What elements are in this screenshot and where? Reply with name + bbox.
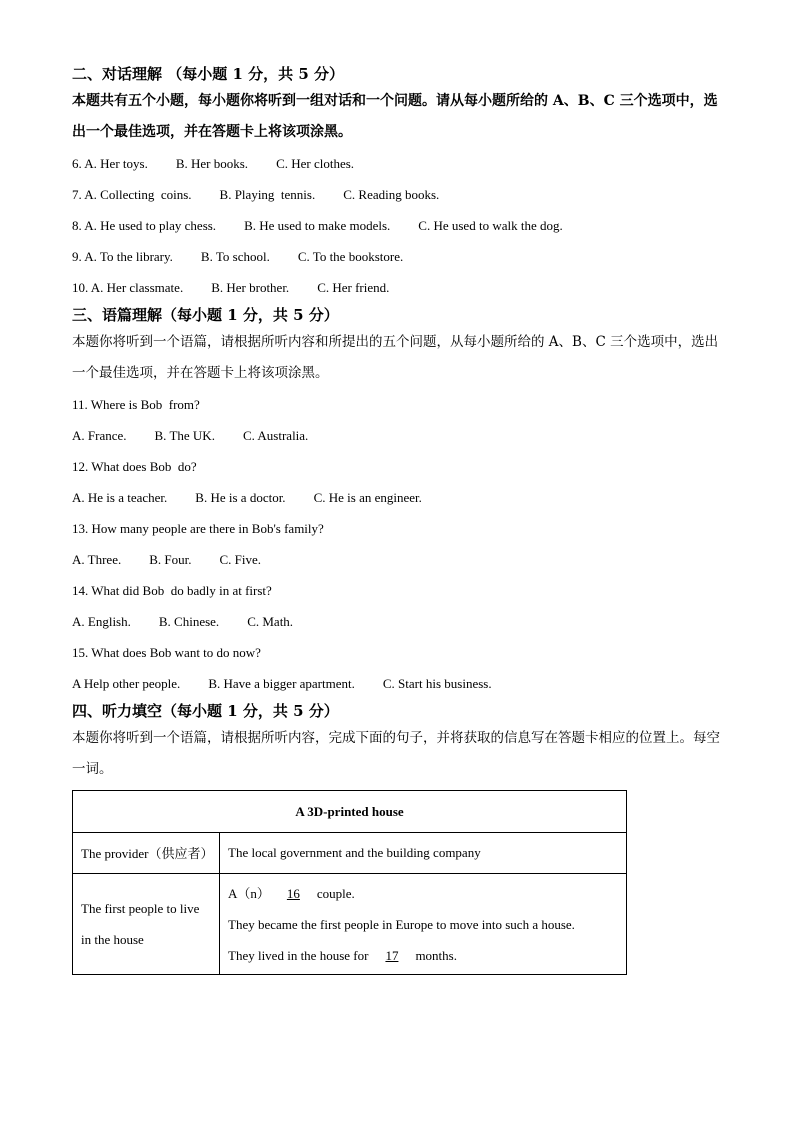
section4-heading: 四、听力填空（每小题 1 分，共 5 分） <box>72 702 339 720</box>
line-prefix: They lived in the house for <box>228 947 369 963</box>
table-header-row <box>73 791 627 833</box>
option-a: 7. A. Collecting coins. <box>72 187 192 202</box>
europe-line: They became the first people in Europe to move into such a house. <box>228 916 575 932</box>
option-b: B. Chinese. <box>158 614 220 629</box>
option-b: B. He is a doctor. <box>195 490 286 505</box>
option-c: C. Reading books. <box>343 187 440 202</box>
option-b: B. Playing tennis. <box>219 187 316 202</box>
table-title: A 3D-printed house <box>73 791 627 833</box>
section3-questions <box>72 389 722 699</box>
option-c: C. Five. <box>219 552 262 567</box>
question-15-stem: 15. What does Bob want to do now? <box>72 645 261 660</box>
section3-heading: 三、语篇理解（每小题 1 分，共 5 分） <box>72 306 339 324</box>
option-b: B. He used to make models. <box>244 218 391 233</box>
section2-instruction: 本题共有五个小题，每小题你将听到一组对话和一个问题。请从每小题所给的 A、B、C 三个选项中，选出一个最佳选项，并在答题卡上将该项涂黑。 <box>72 93 718 140</box>
option-b: B. To school. <box>200 249 270 264</box>
option-a: 9. A. To the library. <box>72 249 173 264</box>
option-b: B. Her books. <box>175 156 249 171</box>
question-15-options <box>72 668 722 699</box>
option-a: A. Three. <box>72 552 122 567</box>
option-a: A. France. <box>72 428 127 443</box>
first-people-value <box>220 874 627 975</box>
section2-heading: 二、对话理解 （每小题 1 分，共 5 分） <box>72 65 344 83</box>
option-a: A. He is a teacher. <box>72 490 168 505</box>
option-b: B. Four. <box>149 552 192 567</box>
provider-label: The provider（供应者） <box>73 833 220 874</box>
option-c: C. To the bookstore. <box>297 249 404 264</box>
first-people-label: The first people to live in the house <box>73 874 220 975</box>
option-b: B. Her brother. <box>211 280 290 295</box>
option-c: C. Math. <box>247 614 294 629</box>
option-c: C. Her clothes. <box>276 156 355 171</box>
option-a: A. English. <box>72 614 131 629</box>
provider-value: The local government and the building company <box>220 833 627 874</box>
question-8 <box>72 210 722 241</box>
line-suffix: months. <box>415 947 457 963</box>
option-a: 6. A. Her toys. <box>72 156 148 171</box>
question-12-stem: 12. What does Bob do? <box>72 459 197 474</box>
option-b: B. The UK. <box>154 428 215 443</box>
option-c: C. He is an engineer. <box>313 490 422 505</box>
section2-questions <box>72 148 722 303</box>
question-13-stem: 13. How many people are there in Bob's family? <box>72 521 324 536</box>
question-11-options <box>72 420 722 451</box>
table-row <box>73 874 627 975</box>
option-a: A Help other people. <box>72 676 181 691</box>
question-13-options <box>72 544 722 575</box>
option-c: C. Her friend. <box>317 280 390 295</box>
section3-instruction: 本题你将听到一个语篇，请根据所听内容和所提出的五个问题，从每小题所给的 A、B、C 三个选项中，选出一个最佳选项，并在答题卡上将该项涂黑。 <box>72 334 719 381</box>
question-9 <box>72 241 722 272</box>
blank-17-line <box>228 940 618 971</box>
line-prefix: A（n） <box>228 885 270 901</box>
blank-16-line <box>228 878 618 909</box>
blank-16: 16 <box>286 885 300 901</box>
question-7 <box>72 179 722 210</box>
option-b: B. Have a bigger apartment. <box>208 676 355 691</box>
question-11-stem: 11. Where is Bob from? <box>72 397 200 412</box>
question-6 <box>72 148 722 179</box>
question-10 <box>72 272 722 303</box>
option-a: 8. A. He used to play chess. <box>72 218 217 233</box>
section4-instruction: 本题你将听到一个语篇，请根据所听内容，完成下面的句子，并将获取的信息写在答题卡相应的位置上。每空一词。 <box>72 730 720 777</box>
option-a: 10. A. Her classmate. <box>72 280 184 295</box>
table-row <box>73 833 627 874</box>
blank-17: 17 <box>385 947 399 963</box>
question-12-options <box>72 482 722 513</box>
fill-in-table <box>72 790 627 975</box>
option-c: C. Australia. <box>242 428 309 443</box>
exam-page <box>72 62 722 975</box>
question-14-options <box>72 606 722 637</box>
option-c: C. He used to walk the dog. <box>418 218 563 233</box>
question-14-stem: 14. What did Bob do badly in at first? <box>72 583 272 598</box>
option-c: C. Start his business. <box>382 676 492 691</box>
line-suffix: couple. <box>316 885 355 901</box>
